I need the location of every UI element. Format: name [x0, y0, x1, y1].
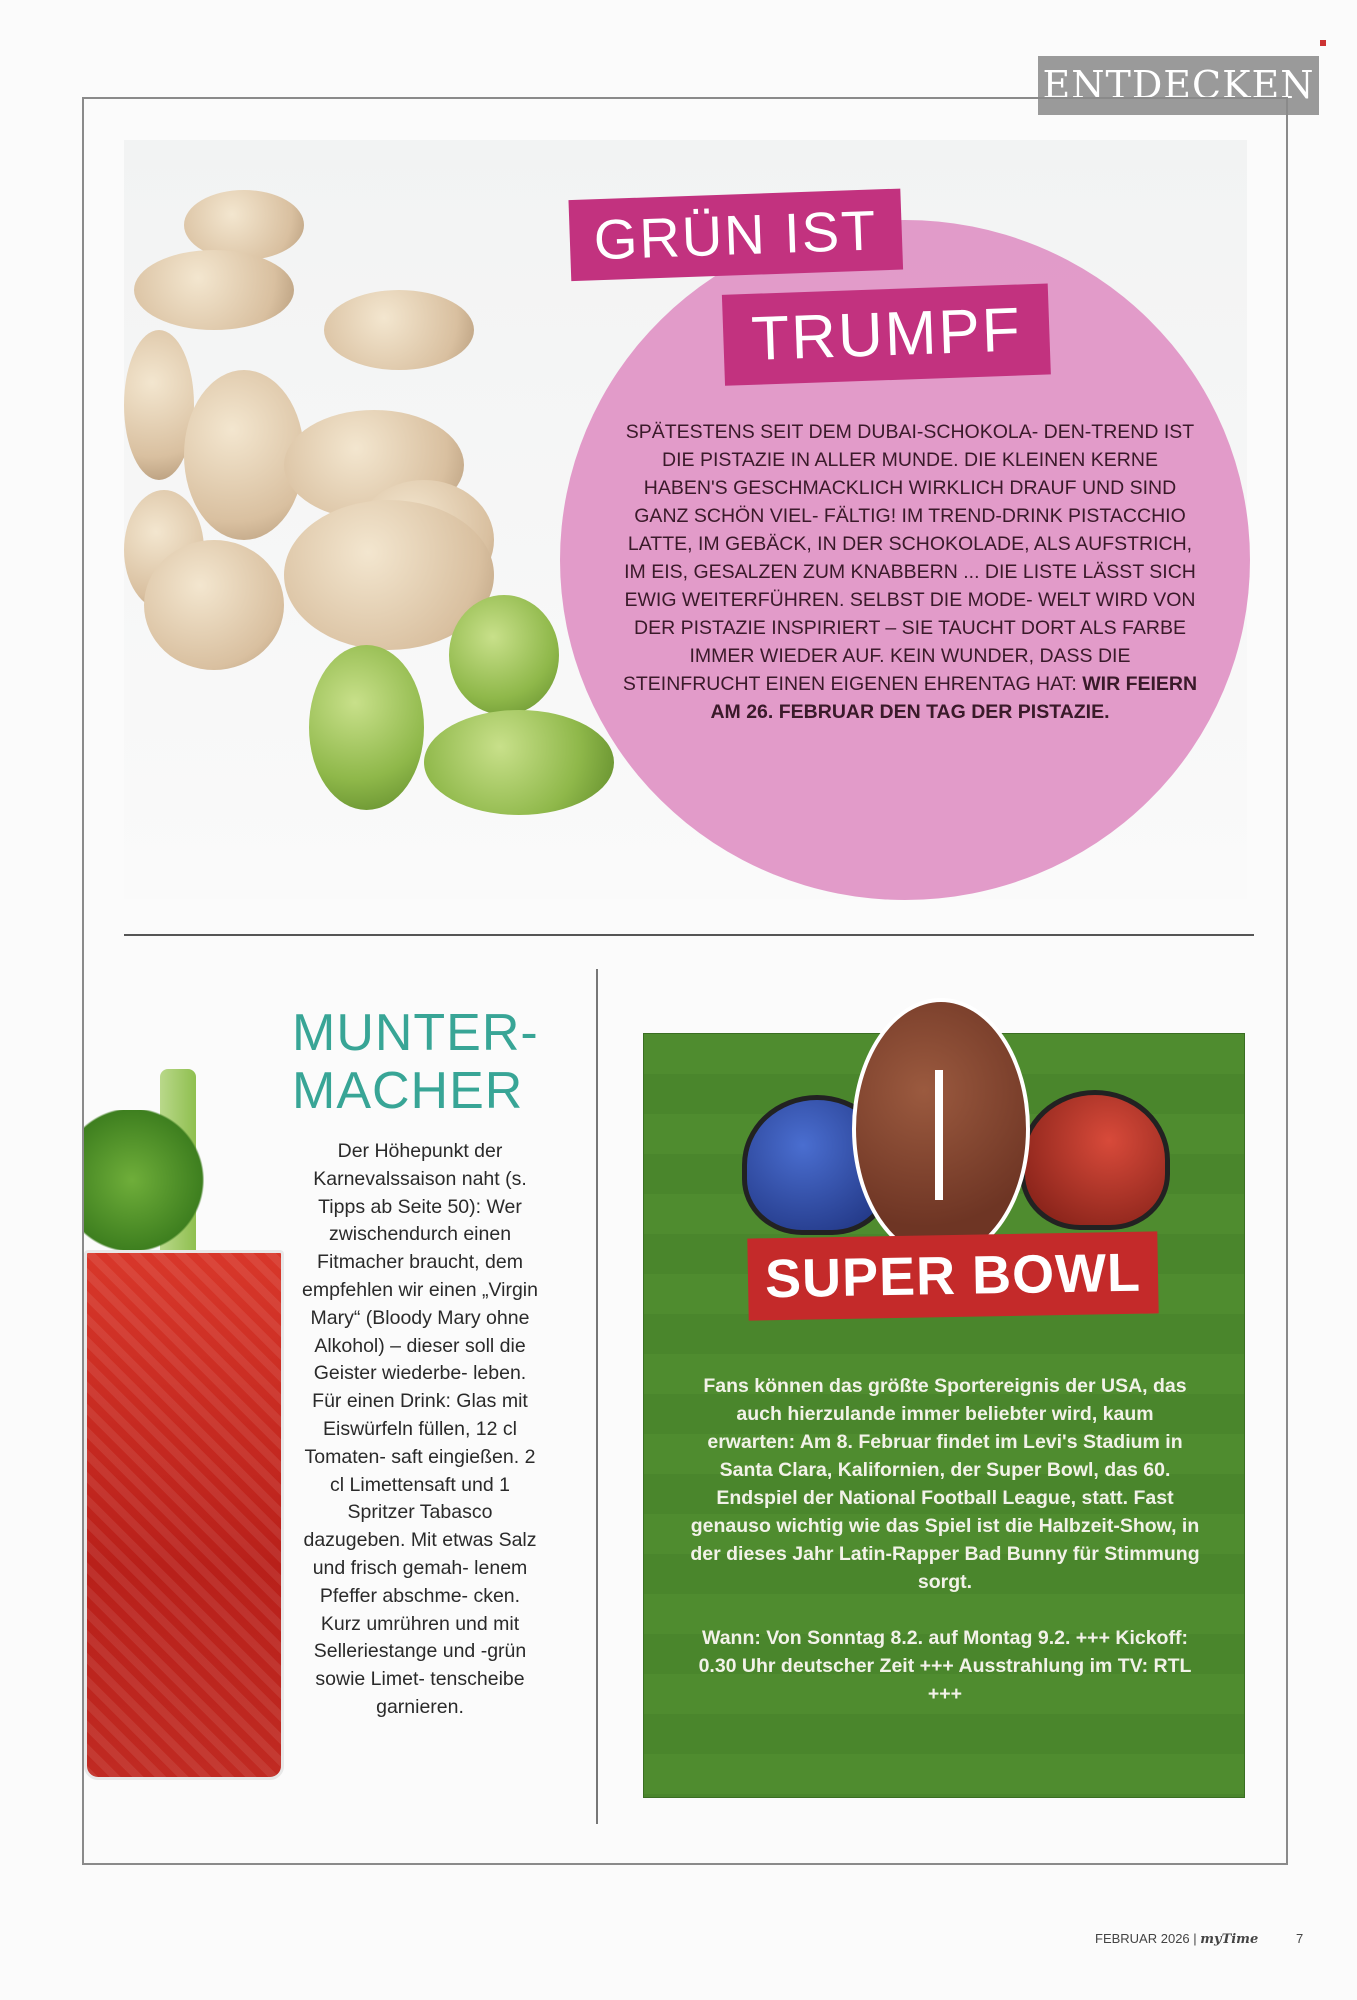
section-tab: ENTDECKEN [1038, 56, 1319, 115]
page-number: 7 [1296, 1931, 1304, 1946]
super-bowl-banner: SUPER BOWL [747, 1231, 1158, 1320]
vertical-divider [596, 969, 598, 1824]
muntermacher-body: Der Höhepunkt der Karnevalssaison naht (s. Tipps ab Seite 50): Wer zwischendurch einen Fitmacher braucht, dem empfehlen wir einen „Virgin Mary“ (Bloody Mary ohne Alkohol) – dieser soll die Geister wiederbe- leben. Für einen Drink: Glas mit Eiswürfeln füllen, 12 cl Tomaten- saft eingießen. 2 cl Limettensaft und 1 Spritzer Tabasco dazugeben. Mit etwas Salz und frisch gemah- lenem Pfeffer abschme- cken. Kurz umrühren und mit Selleriestange und -grün sowie Limet- tenscheibe garnieren. [302, 1140, 538, 1718]
football-lace [935, 1070, 943, 1200]
superbowl-body: Fans können das größte Sportereignis der USA, das auch hierzulande immer beliebter wird, kaum erwarten: Am 8. Februar findet im Levi's Stadium in Santa Clara, Kalifornien, der Super Bowl, das 60. Endspiel der National Football League, statt. Fast genauso wichtig wie das Spiel ist die Halbzeit-Show, in der dieses Jahr Latin-Rapper Bad Bunny für Stimmung sorgt. [690, 1375, 1200, 1593]
red-helmet-icon [1020, 1090, 1170, 1230]
brand-logo: myTime [1200, 1932, 1259, 1947]
horizontal-divider [124, 934, 1254, 936]
pistazie-title: GRÜN IST TRUMPF [568, 184, 1039, 410]
footer-issue: FEBRUAR 2026 | myTime [1095, 1931, 1259, 1947]
pistazie-highlight: WIR FEIERN AM 26. FEBRUAR DEN TAG DER PISTAZIE. [710, 673, 1198, 723]
superbowl-info: Wann: Von Sonntag 8.2. auf Montag 9.2. +++ Kickoff: 0.30 Uhr deutscher Zeit +++ Ausstrahlung im TV: RTL +++ [698, 1627, 1192, 1705]
pistazie-body: SPÄTESTENS SEIT DEM DUBAI-SCHOKOLA- DEN-TREND IST DIE PISTAZIE IN ALLER MUNDE. DIE KLEINEN KERNE HABEN'S GESCHMACKLICH WIRKLICH DRAUF UND SIND GANZ SCHÖN VIEL- FÄLTIG! IM TREND-DRINK PISTACCHIO LATTE, IM GEBÄCK, IN DER SCHOKOLADE, ALS AUFSTRICH, IM EIS, GESALZEN ZUM KNABBERN ... DIE LISTE LÄSST SICH EWIG WEITERFÜHREN. SELBST DIE MODE- WELT WIRD VON DER PISTAZIE INSPIRIERT – SIE TAUCHT DORT ALS FARBE IMMER WIEDER AUF. KEIN WUNDER, DASS DIE STEINFRUCHT EINEN EIGENEN EHRENTAG HAT: WIR FEIERN AM 26. FEBRUAR DEN TAG DER PISTAZIE. [622, 421, 1198, 723]
virgin-mary-glass [84, 1250, 284, 1780]
corner-mark [1320, 40, 1326, 46]
muntermacher-title: MUNTER- MACHER [292, 1004, 539, 1120]
celery-leaves [84, 1110, 204, 1250]
